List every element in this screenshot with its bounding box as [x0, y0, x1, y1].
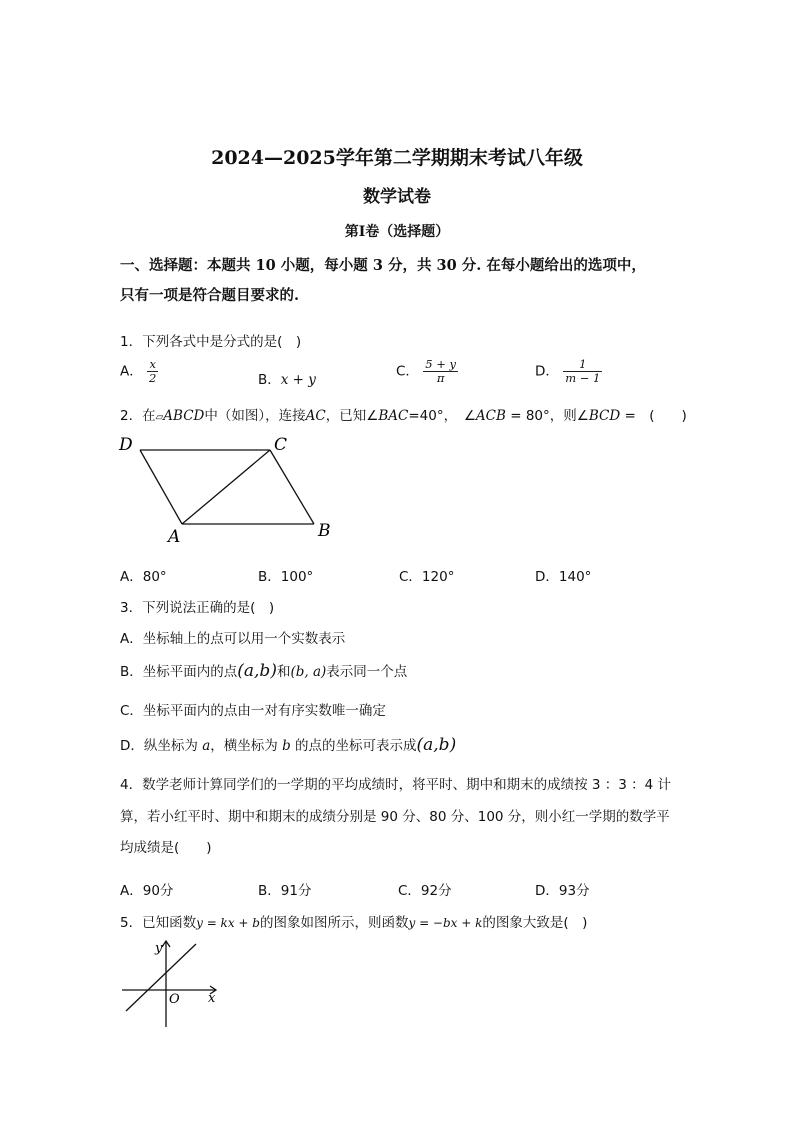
- q4-option-b: B．91分: [258, 883, 312, 899]
- label-c: C: [274, 435, 288, 455]
- exam-title: 2024—2025学年第二学期期末考试八年级: [211, 147, 583, 169]
- q4-option-c: C．92分: [398, 883, 452, 899]
- label-y: y: [155, 941, 163, 956]
- q1-c-fraction: $\frac{5 + y}{\pi}$: [425, 357, 456, 385]
- q1-option-b: [258, 368, 316, 388]
- side-cb: [270, 450, 314, 524]
- q3-option-a: A．坐标轴上的点可以用一个实数表示: [120, 631, 346, 647]
- label-a: A: [168, 527, 181, 547]
- q2-option-a: A．80°: [120, 569, 167, 585]
- q3-option-d: D．纵坐标为 a，横坐标为 b 的点的坐标可表示成(a,b): [120, 735, 457, 755]
- q1-option-d: [535, 358, 602, 385]
- q1-d-label: D．: [535, 363, 559, 380]
- q1-b-label: B．: [258, 372, 281, 388]
- q2-option-b: B．100°: [258, 569, 314, 585]
- diagonal-ac: [182, 450, 270, 524]
- label-b: B: [318, 521, 331, 541]
- q3-stem: 3．下列说法正确的是( ): [120, 600, 275, 616]
- linear-function-graph: [118, 935, 228, 1031]
- q1-option-c: [396, 358, 458, 385]
- q1-stem: 1．下列各式中是分式的是( ): [120, 334, 302, 350]
- side-ad: [140, 450, 182, 524]
- q4-option-a: A．90分: [120, 883, 174, 899]
- q1-b-expr: x + y: [280, 372, 316, 388]
- q4-line-1: 4．数学老师计算同学们的一学期的平均成绩时，将平时、期中和期末的成绩按 3 ：3 ：4 计: [120, 777, 672, 793]
- label-x: x: [208, 991, 216, 1006]
- label-origin: O: [169, 992, 180, 1007]
- q3-option-b: B．坐标平面内的点(a,b)和(b, a)表示同一个点: [120, 661, 408, 681]
- q4-line-2: 算，若小红平时、期中和期末的成绩分别是 90 分、80 分、100 分，则小红一学期的数学平: [120, 809, 670, 825]
- instructions-line-1: 一、选择题：本题共 10 小题，每小题 3 分，共 30 分. 在每小题给出的选项中，: [120, 257, 646, 274]
- part-heading: 第Ⅰ卷（选择题）: [344, 224, 450, 240]
- instructions-line-2: 只有一项是符合题目要求的.: [120, 287, 300, 304]
- q1-a-fraction: $\frac{x}{2}$: [149, 357, 157, 385]
- q2-option-d: D．140°: [535, 569, 592, 585]
- q1-d-fraction: $\frac{1}{m - 1}$: [565, 357, 601, 385]
- parallelogram-figure: [110, 428, 350, 552]
- q1-option-a: [120, 358, 158, 385]
- q4-line-3: 均成绩是( ): [120, 840, 212, 856]
- q4-option-d: D．93分: [535, 883, 590, 899]
- q5-stem: 5．已知函数y = kx + b的图象如图所示，则函数y = −bx + k的图象大致是( ): [120, 915, 588, 931]
- q2-stem: 2．在▱ABCD中（如图），连接AC，已知∠BAC=40°， ∠ACB = 80°，则∠BCD = ( ): [120, 408, 687, 424]
- q3-option-c: C．坐标平面内的点由一对有序实数唯一确定: [120, 703, 386, 719]
- q1-c-label: C．: [396, 363, 419, 380]
- label-d: D: [119, 435, 133, 455]
- subject-title: 数学试卷: [363, 187, 431, 207]
- q1-a-label: A．: [120, 363, 143, 380]
- q2-option-c: C．120°: [399, 569, 455, 585]
